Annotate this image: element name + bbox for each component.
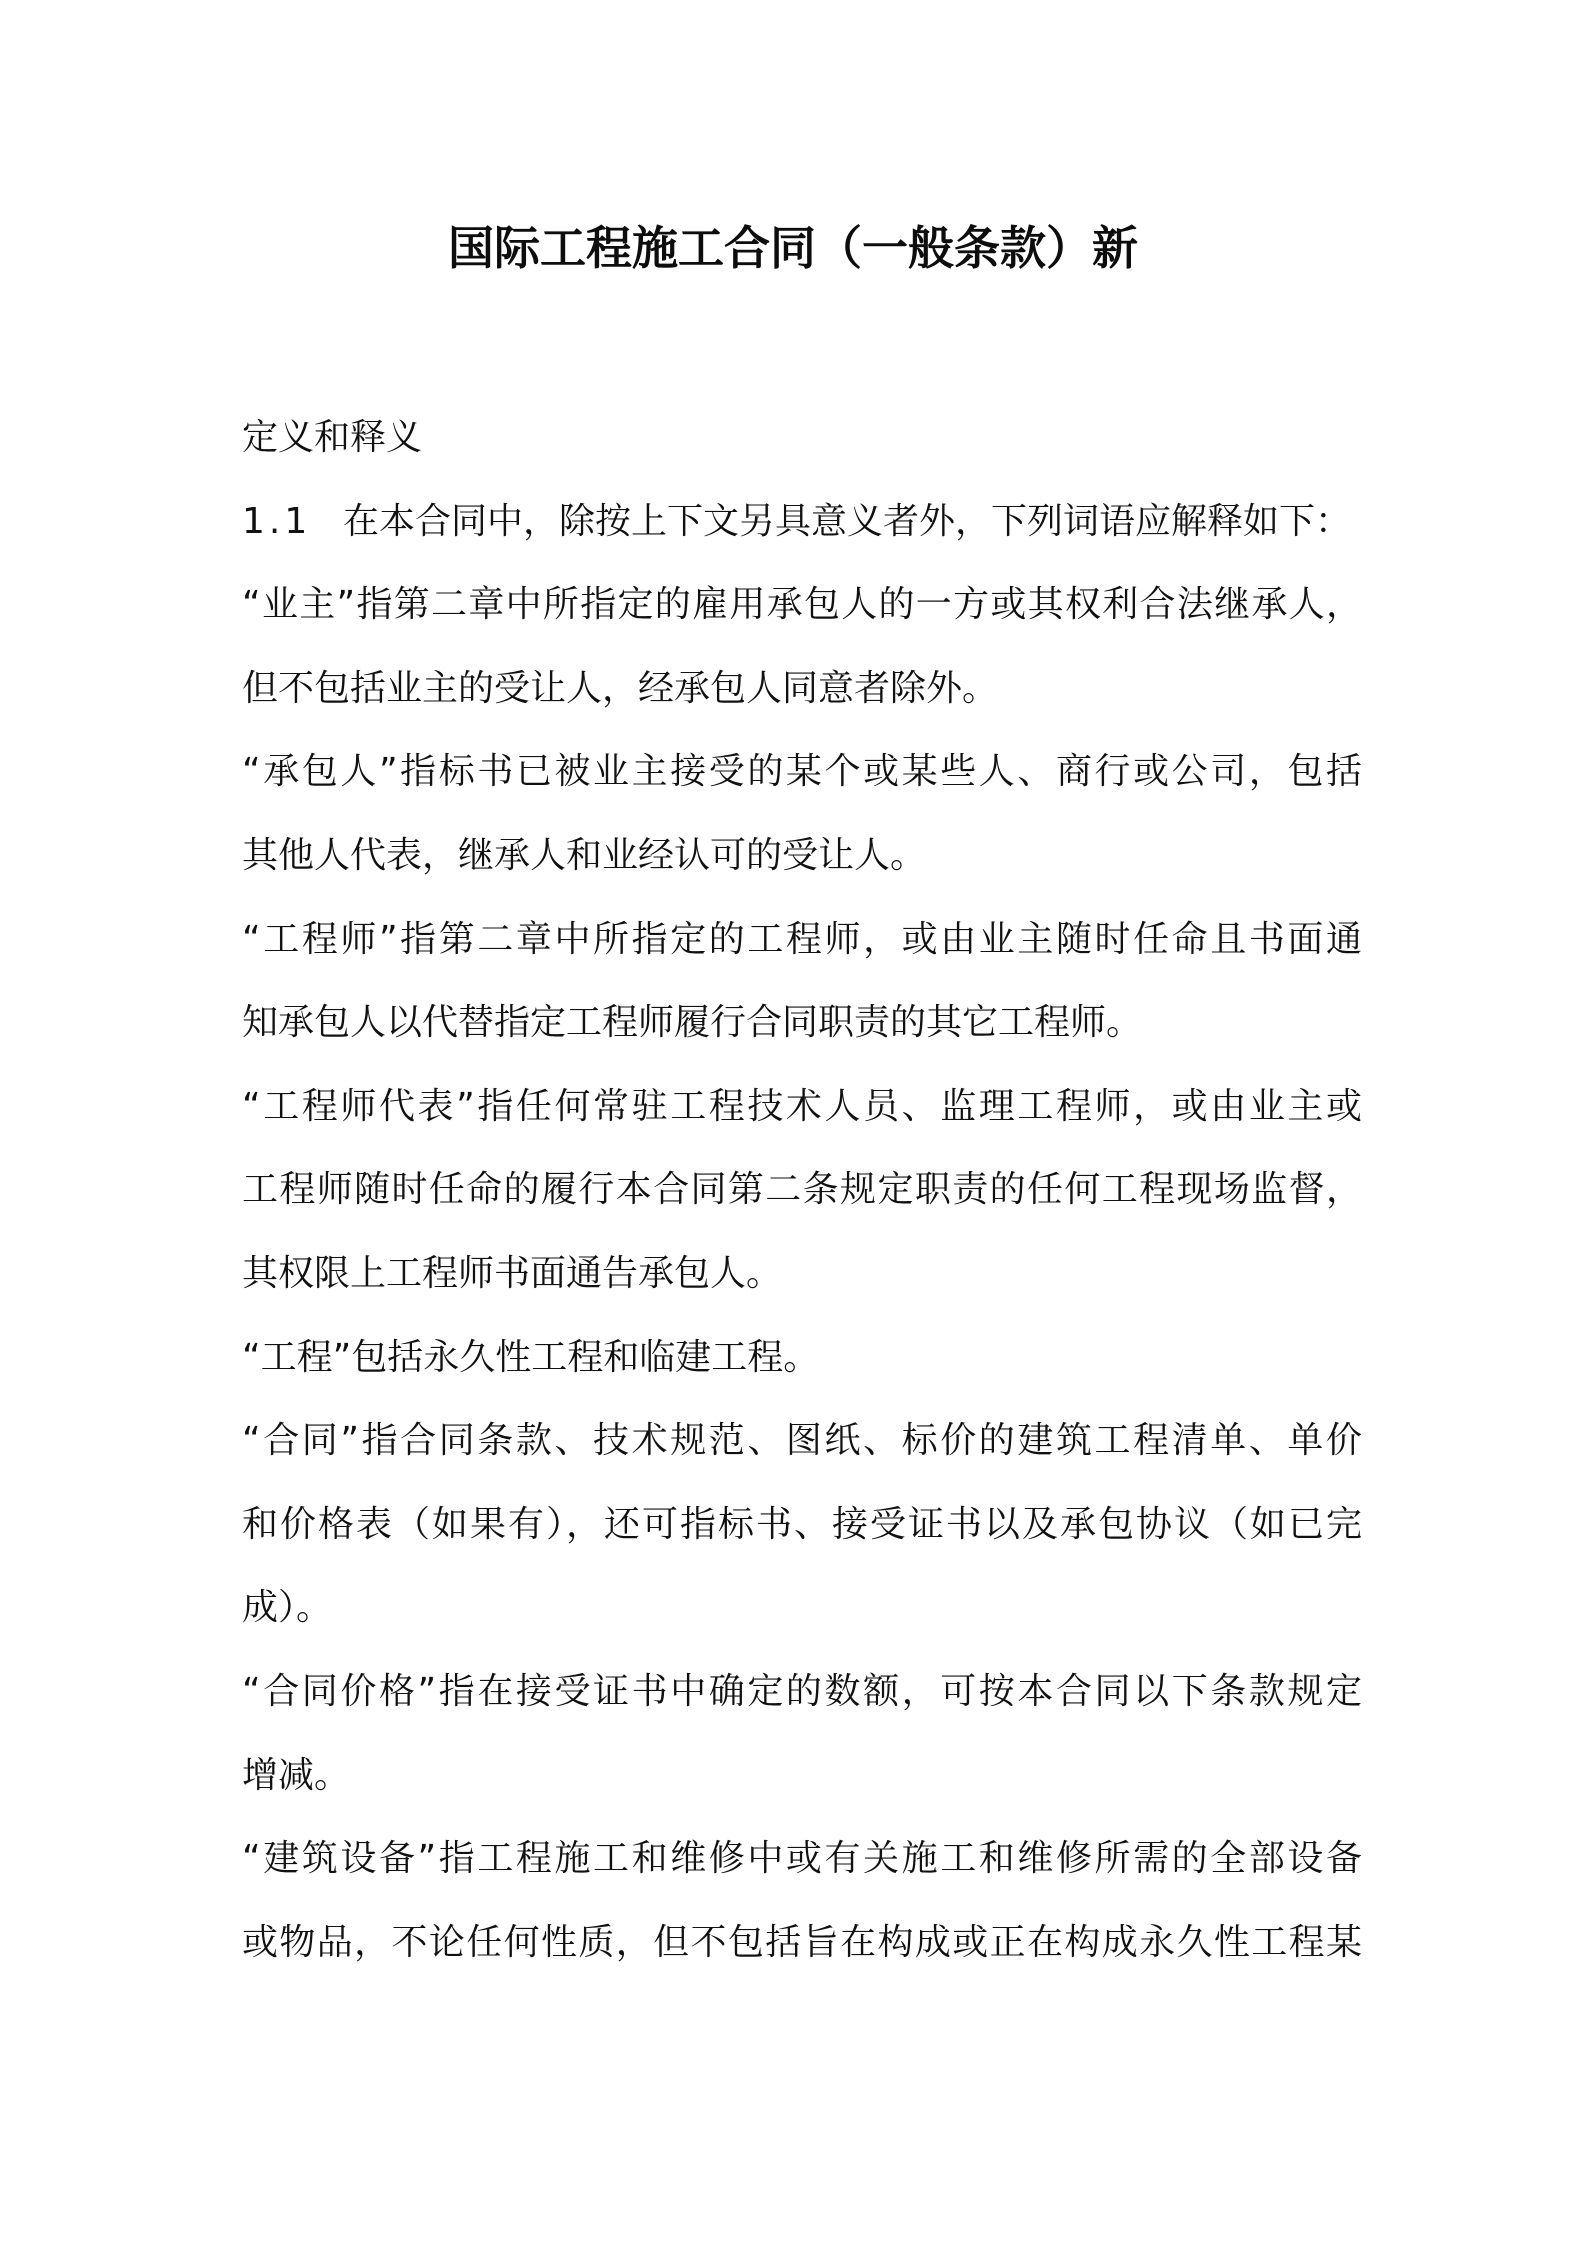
text-line: 其权限上工程师书面通告承包人。 (242, 1252, 783, 1294)
clause-1-1 (242, 480, 1362, 564)
text-line: 或物品，不论任何性质，但不包括旨在构成或正在构成永久性工程某 (242, 1921, 1362, 1963)
text-line: “合同”指合同条款、技术规范、图纸、标价的建筑工程清单、单价 (242, 1420, 1362, 1462)
text-line: “工程”包括永久性工程和临建工程。 (242, 1336, 820, 1378)
text-line: 增减。 (242, 1754, 351, 1796)
document-title: 国际工程施工合同（一般条款）新 (448, 221, 1138, 275)
clause-number: 1.1 (242, 500, 312, 542)
text-line: 但不包括业主的受让人，经承包人同意者除外。 (242, 667, 999, 709)
text-line: “工程师代表”指任何常驻工程技术人员、监理工程师，或由业主或 (242, 1085, 1362, 1127)
section-heading: 定义和释义 (242, 417, 423, 458)
text-line: 其他人代表，继承人和业经认可的受让人。 (242, 834, 927, 876)
text-line: “建筑设备”指工程施工和维修中或有关施工和维修所需的全部设备 (242, 1838, 1362, 1880)
clause-text: 在本合同中，除按上下文另具意义者外，下列词语应解释如下： (343, 500, 1352, 542)
text-line: “工程师”指第二章中所指定的工程师，或由业主随时任命且书面通 (242, 918, 1362, 960)
document-body (242, 396, 1362, 1984)
definition-owner (242, 563, 1362, 730)
definition-contract (242, 1399, 1362, 1650)
definition-engineer (242, 898, 1362, 1065)
text-line: 和价格表（如果有），还可指标书、接受证书以及承包协议（如已完 (242, 1503, 1362, 1545)
text-line: 知承包人以代替指定工程师履行合同职责的其它工程师。 (242, 1002, 1143, 1044)
definition-engineer-representative (242, 1065, 1362, 1316)
definition-constructional-plant (242, 1817, 1362, 1984)
definition-contractor (242, 730, 1362, 897)
text-line: “合同价格”指在接受证书中确定的数额，可按本合同以下条款规定 (242, 1670, 1362, 1712)
text-line: 工程师随时任命的履行本合同第二条规定职责的任何工程现场监督， (242, 1169, 1362, 1211)
text-line: “业主”指第二章中所指定的雇用承包人的一方或其权利合法继承人， (242, 584, 1362, 626)
definition-contract-price (242, 1650, 1362, 1817)
definition-works (242, 1316, 1362, 1400)
text-line: “承包人”指标书已被业主接受的某个或某些人、商行或公司，包括 (242, 751, 1362, 793)
text-line: 成）。 (242, 1587, 333, 1629)
